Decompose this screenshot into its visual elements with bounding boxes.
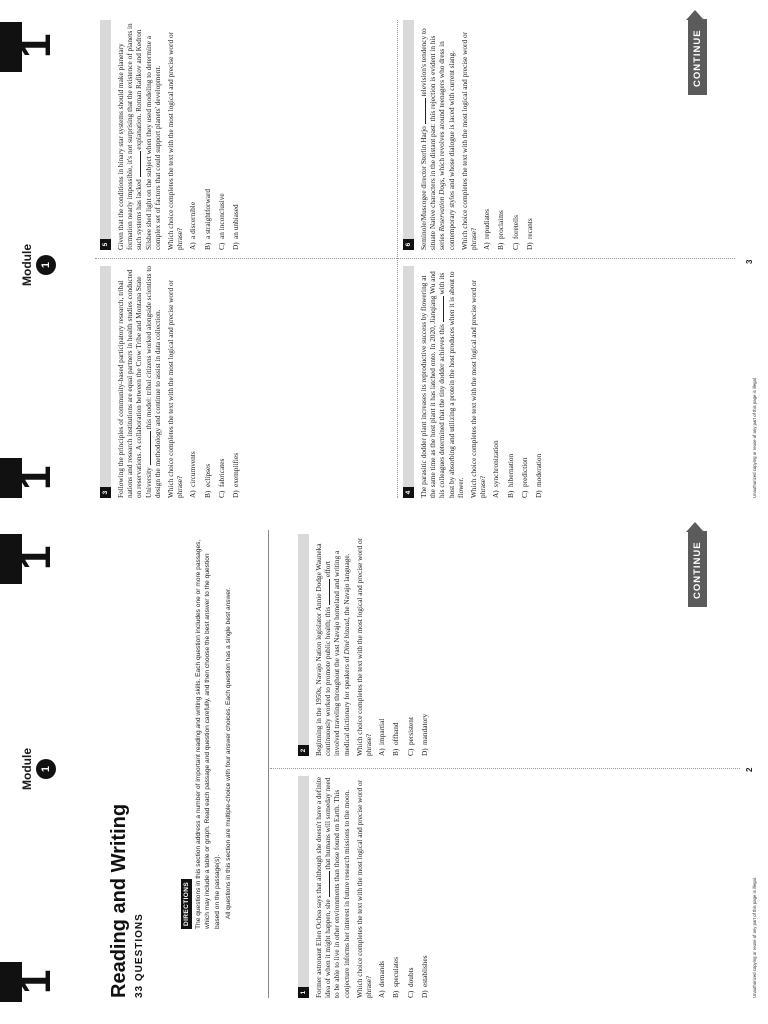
question-6-bar	[403, 20, 414, 250]
choice-text: foretells	[510, 215, 520, 239]
directions-label: DIRECTIONS	[181, 879, 192, 929]
passage-italic: Diné bizaad	[341, 619, 351, 655]
choice-a[interactable]	[377, 534, 386, 756]
directions-text	[194, 534, 236, 929]
choice-a[interactable]	[377, 776, 386, 998]
question-6-passage	[419, 20, 456, 250]
passage-text: The parasitic dodder plant increases its reproductive success by flowering at the same time as the host plant it has latched onto. In 2020, Jianqiang Wu and his colleagues determined that the tiny dodder achieves this	[419, 271, 447, 498]
question-2	[314, 534, 434, 756]
directions-paragraph-1: The questions in this section address a number of important reading and writing skills. Each question includes one or more passages, which may include a table or graph. Read each passage and question carefully, and then choose the best answer to the question based on the passage(s).	[195, 539, 221, 929]
choice-letter: D)	[524, 242, 534, 250]
choice-text: impartial	[377, 718, 387, 745]
answer-blank	[323, 871, 330, 897]
choice-a[interactable]	[491, 266, 500, 498]
question-2-bar	[298, 534, 309, 756]
question-4-passage	[419, 266, 465, 498]
answer-blank	[134, 151, 141, 177]
choice-c[interactable]	[217, 266, 226, 498]
choice-text: circumvents	[188, 451, 198, 487]
question-3-number: 3	[100, 487, 111, 498]
choice-text: proclaims	[496, 210, 506, 239]
choice-c[interactable]	[511, 20, 520, 250]
module-badge-digit: 1	[11, 465, 60, 490]
choice-letter: B)	[202, 242, 212, 250]
question-1-bar	[298, 776, 309, 998]
passage-text: Following the principles of community-based participatory research, tribal nations and research institutions are equal partners in health studies conducted on reservations. A collaboration between the Crow Tribe and Montana State University	[116, 269, 153, 498]
choice-d[interactable]	[534, 266, 543, 498]
choice-d[interactable]	[231, 20, 240, 250]
choice-text: hibernation	[505, 453, 515, 487]
choice-text: doubts	[405, 967, 415, 987]
choice-text: offhand	[391, 722, 401, 745]
choice-letter: D)	[231, 242, 241, 250]
choice-text: repudiates	[482, 209, 492, 239]
module-label: Module	[20, 748, 34, 790]
question-6-choices	[482, 20, 534, 250]
choice-text: demands	[377, 961, 387, 987]
question-4-prompt: Which choice completes the text with the most logical and precise word or phrase?	[469, 279, 488, 498]
choice-letter: B)	[505, 490, 515, 498]
choice-letter: B)	[496, 242, 506, 250]
choice-letter: A)	[491, 490, 501, 498]
choice-text: exemplifies	[231, 452, 241, 487]
choice-letter: C)	[216, 242, 226, 250]
choice-b[interactable]	[506, 266, 515, 498]
continue-arrow-icon	[686, 10, 704, 20]
choice-letter: B)	[202, 490, 212, 498]
choice-letter: C)	[405, 748, 415, 756]
continue-button[interactable]: CONTINUE	[688, 19, 707, 95]
column-divider	[95, 258, 735, 259]
question-1	[314, 776, 434, 998]
section-title: Reading and Writing	[108, 803, 130, 998]
question-6-number: 6	[403, 239, 414, 250]
choice-d[interactable]	[420, 534, 429, 756]
left-page	[0, 512, 768, 1024]
column-divider	[270, 768, 740, 769]
question-1-choices	[377, 776, 429, 998]
passage-text: , which revolves around teenagers who dress in contemporary styles and whose dialogue is laced with current slang.	[437, 41, 456, 250]
section-divider	[268, 530, 269, 998]
answer-blank	[437, 296, 444, 322]
choice-letter: A)	[188, 242, 198, 250]
choice-b[interactable]	[496, 20, 505, 250]
choice-letter: D)	[231, 490, 241, 498]
passage-text: , the Navajo language.	[341, 553, 351, 619]
choice-c[interactable]	[217, 20, 226, 250]
choice-b[interactable]	[391, 534, 400, 756]
question-2-passage	[314, 534, 351, 756]
module-badge-digit: 1	[11, 969, 60, 994]
question-2-choices	[377, 534, 429, 756]
choice-b[interactable]	[203, 266, 212, 498]
choice-text: an inconclusive	[216, 193, 226, 239]
choice-letter: A)	[482, 242, 492, 250]
question-4-choices	[491, 266, 543, 498]
question-6	[419, 20, 539, 250]
passage-text: Former astronaut Ellen Ochoa says that although she doesn't have a definite idea of when it might happen, she	[314, 776, 333, 998]
choice-d[interactable]	[231, 266, 240, 498]
question-1-prompt: Which choice completes the text with the most logical and precise word or phrase?	[354, 779, 374, 998]
module-number: 1	[36, 255, 56, 275]
footer-notice: Unauthorized copying or reuse of any part of this page is illegal.	[752, 876, 757, 998]
question-3-prompt: Which choice completes the text with the most logical and precise word or phrase?	[166, 279, 185, 498]
choice-text: eclipses	[202, 463, 212, 487]
choice-letter: C)	[510, 242, 520, 250]
footer-notice: Unauthorized copying or reuse of any part of this page is illegal.	[752, 376, 757, 498]
passage-text: this model: tribal citizens worked alongside scientists to design the methodology and continue to assist in data collection.	[143, 265, 162, 498]
choice-letter: C)	[519, 490, 529, 498]
choice-text: mandatory	[419, 713, 429, 745]
section-subtitle: 33 QUESTIONS	[134, 913, 145, 998]
continue-arrow-icon	[686, 522, 704, 532]
choice-text: a straightforward	[202, 188, 212, 239]
question-4-bar	[403, 266, 414, 498]
question-1-passage	[314, 776, 351, 998]
choice-letter: D)	[534, 490, 544, 498]
answer-blank	[419, 98, 426, 124]
choice-text: recants	[524, 218, 534, 239]
page-number: 3	[745, 259, 754, 264]
choice-c[interactable]	[406, 776, 415, 998]
choice-letter: A)	[377, 748, 387, 756]
page-number: 2	[745, 767, 754, 772]
question-1-number: 1	[298, 987, 309, 998]
choice-letter: C)	[216, 490, 226, 498]
module-number: 1	[36, 759, 56, 779]
question-4-number: 4	[403, 487, 414, 498]
choice-a[interactable]	[188, 20, 197, 250]
row-divider	[397, 20, 398, 498]
passage-text: that humans will someday need to be able to live in other environments than those found on Earth. This conjecture informs her interest in future research missions to the moon.	[323, 777, 351, 998]
choice-text: prediction	[519, 457, 529, 487]
answer-blank	[144, 431, 151, 465]
question-6-prompt: Which choice completes the text with the most logical and precise word or phrase?	[459, 31, 479, 250]
question-5-passage	[116, 20, 162, 250]
question-5-prompt: Which choice completes the text with the most logical and precise word or phrase?	[166, 31, 185, 250]
choice-a[interactable]	[482, 20, 491, 250]
choice-text: speculates	[391, 957, 401, 987]
question-2-number: 2	[298, 745, 309, 756]
passage-text: Seminole/Muscogee director Sterlin Harjo	[419, 126, 428, 250]
choice-d[interactable]	[525, 20, 534, 250]
choice-text: synchronization	[491, 440, 501, 487]
answer-blank	[323, 579, 330, 605]
choice-letter: A)	[188, 490, 198, 498]
choice-text: a discernible	[188, 201, 198, 239]
question-3-choices	[188, 266, 240, 498]
choice-b[interactable]	[391, 776, 400, 998]
choice-c[interactable]	[406, 534, 415, 756]
question-3-passage	[116, 266, 162, 498]
directions-paragraph-2: All questions in this section are multiple-choice with four answer choices. Each question has a single best answer.	[225, 587, 233, 919]
choice-text: moderation	[534, 453, 544, 487]
question-4	[419, 266, 548, 498]
question-5-choices	[188, 20, 240, 250]
choice-letter: A)	[377, 990, 387, 998]
question-2-prompt: Which choice completes the text with the most logical and precise word or phrase?	[354, 537, 374, 756]
question-5-bar	[100, 20, 111, 250]
choice-letter: B)	[391, 990, 401, 998]
choice-text: persistent	[405, 717, 415, 745]
passage-text: effort involved traveling throughout the vast Navajo homeland and writing a medical dictionary for speakers of	[323, 550, 351, 756]
passage-text: with its host by absorbing and utilizing a protein the host produces when it is about to flower.	[437, 271, 465, 498]
module-right-digit: 1	[11, 545, 60, 570]
passage-italic: Reservation Dogs	[437, 179, 447, 232]
passage-text: Given that the conditions in binary star systems should make planetary formation nearly impossible, it's not surprising that the existence of planets in such systems has lacked	[116, 23, 144, 250]
question-3-bar	[100, 266, 111, 498]
choice-c[interactable]	[520, 266, 529, 498]
question-5-number: 5	[100, 239, 111, 250]
choice-letter: D)	[419, 990, 429, 998]
choice-b[interactable]	[203, 20, 212, 250]
module-label: Module	[20, 244, 34, 286]
choice-text: fabricates	[216, 458, 226, 487]
choice-letter: C)	[405, 990, 415, 998]
continue-button[interactable]: CONTINUE	[688, 531, 707, 607]
module-right-digit: 1	[11, 33, 60, 58]
choice-text: establishes	[419, 955, 429, 987]
passage-text: Beginning in the 1950s, Navajo Nation legislator Annie Dodge Wauneka continuously worked to promote public health; this	[314, 543, 333, 756]
choice-text: an unbiased	[231, 204, 241, 239]
question-3	[116, 266, 245, 498]
question-5	[116, 20, 245, 250]
choice-letter: D)	[419, 748, 429, 756]
choice-a[interactable]	[188, 266, 197, 498]
passage-text: television's tendency to situate Native characters in the distant past: this rejection is evident in his series	[419, 28, 447, 250]
passage-text: explanation. Roman Rafikov and Kedron Silsbee shed light on the subject when they used modeling to determine a complex set of factors that could support planets' development.	[134, 29, 162, 250]
choice-letter: B)	[391, 748, 401, 756]
choice-d[interactable]	[420, 776, 429, 998]
